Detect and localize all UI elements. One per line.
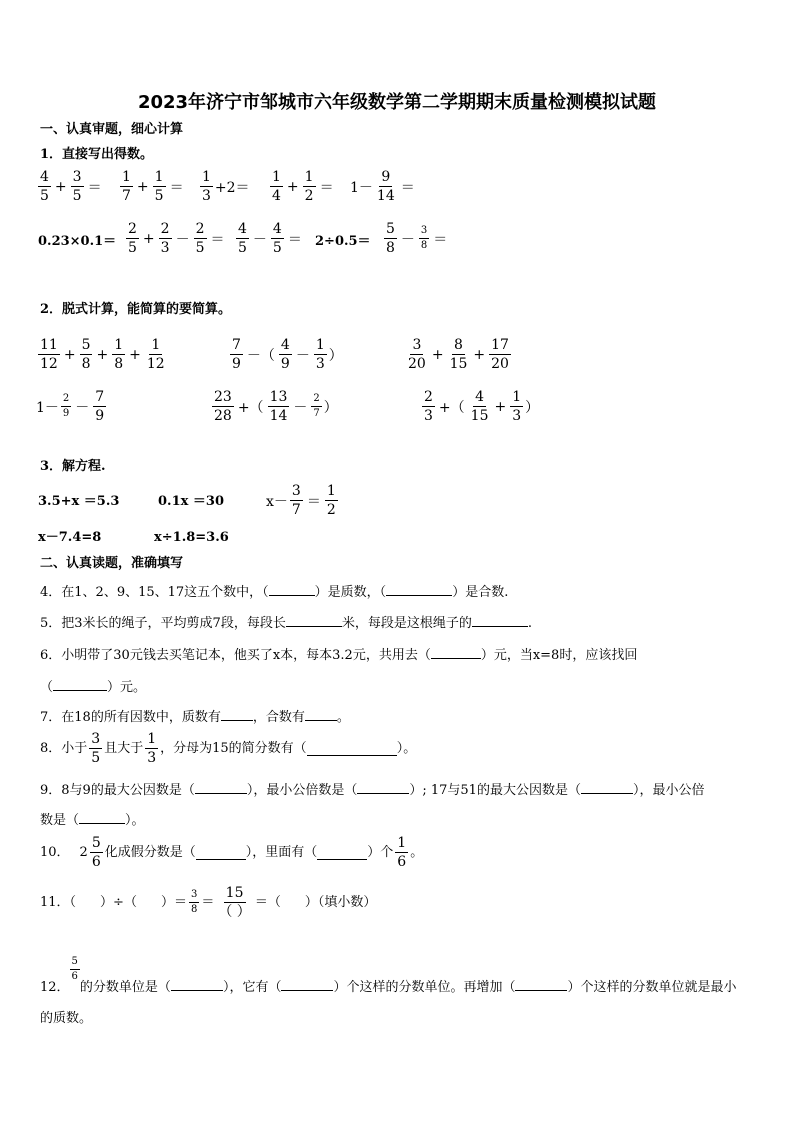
numerator: 1 — [114, 337, 124, 353]
answer-blank[interactable] — [281, 977, 333, 991]
numerator: 17 — [491, 337, 509, 353]
close-paren: ） — [525, 399, 540, 416]
numerator: 3 — [412, 337, 422, 353]
question-6-line-2 — [40, 677, 146, 697]
q3-label: 3．解方程. — [40, 459, 106, 474]
question-text: ）元，当x=8时，应该找回 — [480, 648, 638, 663]
equals: ＝ — [400, 179, 415, 196]
numerator: 3 — [189, 890, 199, 903]
answer-blank[interactable] — [386, 582, 452, 596]
denominator: 2 — [304, 188, 314, 204]
operator: － — [175, 231, 190, 248]
numerator: 2 — [160, 221, 170, 237]
section-heading-2: 二、认真读题，准确填写 — [40, 556, 184, 571]
operator: + — [129, 346, 141, 363]
numerator: 1 — [151, 337, 161, 353]
question-text: 数是（ — [40, 813, 80, 828]
denominator: 5 — [238, 240, 247, 256]
question-text: 6．小明带了30元钱去买笔记本，他买了x本，每本3.2元，共用去（ — [40, 648, 431, 663]
operator: + — [63, 346, 76, 363]
numerator: 2 — [311, 394, 321, 407]
question-text: ），它有（ — [222, 980, 282, 995]
denominator: 6 — [71, 971, 78, 982]
denominator: 5 — [40, 188, 49, 204]
question-text: ）; 17与51的最大公因数是（ — [409, 783, 581, 798]
denominator: 5 — [272, 240, 282, 256]
answer-blank[interactable] — [431, 645, 481, 659]
question-9-line-2 — [40, 810, 145, 830]
question-text: 11．（ — [40, 894, 77, 910]
answer-blank[interactable] — [305, 707, 337, 721]
q2-expr-3 — [404, 338, 513, 371]
q1-expr-3 — [198, 170, 250, 203]
q3-equation-5: x÷1.8=3.6 — [154, 530, 229, 545]
denominator: 3 — [202, 188, 211, 204]
numerator: 2 — [61, 394, 71, 407]
denominator: 5 — [154, 188, 164, 204]
numerator: 2 — [128, 221, 137, 237]
numerator: 4 — [280, 337, 290, 353]
question-text: 7．在18的所有因数中，质数有 — [40, 710, 221, 725]
denominator: 3 — [424, 408, 433, 424]
denominator: 20 — [408, 356, 426, 372]
q1-expr-10 — [382, 222, 449, 255]
denominator: 8 — [190, 904, 198, 915]
question-text: . — [527, 616, 532, 631]
equals: ＝ — [169, 179, 184, 196]
question-text: 8．小于 — [40, 740, 88, 756]
q1-expr-1 — [36, 170, 104, 203]
answer-blank[interactable] — [221, 707, 253, 721]
question-text: 10． — [40, 844, 70, 860]
question-text: ），最小公倍数是（ — [246, 783, 358, 798]
question-text: 4．在1、2、9、15、17这五个数中，（ — [40, 585, 269, 600]
question-text: ＝（ — [254, 894, 281, 910]
numerator: 1 — [397, 835, 407, 851]
operator: －（ — [246, 347, 275, 364]
operator: － — [75, 399, 90, 416]
denominator: 9 — [95, 408, 105, 424]
numerator: 1 — [326, 483, 336, 499]
operator: + — [54, 178, 67, 195]
answer-blank[interactable] — [515, 977, 567, 991]
denominator: 5 — [91, 750, 101, 766]
numerator: 3 — [72, 169, 82, 185]
question-11 — [40, 886, 376, 919]
equals: ＝ — [319, 179, 334, 196]
numerator: 3 — [419, 226, 429, 239]
denominator: 9 — [62, 408, 70, 419]
question-text: ）个这样的分数单位。再增加（ — [333, 980, 516, 995]
equals: ＝ — [210, 231, 225, 248]
expr-lead: 1－ — [350, 179, 373, 196]
question-text: ），最小公倍 — [632, 783, 705, 798]
q2-expr-1 — [36, 338, 169, 371]
answer-blank[interactable] — [269, 582, 315, 596]
numerator: 13 — [269, 389, 288, 405]
answer-blank[interactable] — [472, 613, 528, 627]
question-text: ）个 — [367, 844, 394, 860]
denominator: 2 — [326, 502, 336, 518]
denominator: 9 — [280, 356, 290, 372]
answer-blank[interactable] — [53, 677, 107, 691]
operator: + — [473, 346, 486, 363]
question-4 — [40, 582, 508, 602]
numerator: 3 — [291, 483, 301, 499]
q1-expr-5 — [350, 170, 417, 203]
denominator: 7 — [122, 188, 131, 204]
q2-label: 2．脱式计算，能简算的要简算。 — [40, 302, 232, 317]
denominator: 8 — [81, 356, 91, 372]
close-paren: ） — [323, 399, 338, 416]
q1-expr-9: 2÷0.5＝ — [315, 234, 371, 249]
numerator: 1 — [202, 169, 211, 185]
denominator: 5 — [128, 240, 137, 256]
operator: + — [286, 178, 299, 195]
question-10 — [40, 836, 423, 869]
question-8 — [40, 732, 416, 765]
operator: + — [431, 346, 444, 363]
question-text: ）。 — [396, 740, 417, 756]
q3-equation-1: 3.5+x ＝5.3 — [38, 494, 120, 509]
operator: － — [295, 347, 310, 364]
denominator: 9 — [232, 356, 241, 372]
denominator: 3 — [147, 750, 157, 766]
answer-blank[interactable] — [357, 780, 409, 794]
denominator: 8 — [386, 240, 395, 256]
question-text: ）个这样的分数单位就是最小 — [567, 980, 737, 995]
denominator: 28 — [214, 408, 232, 424]
numerator: 3 — [91, 731, 101, 747]
numerator: 5 — [81, 337, 91, 353]
mixed-whole: 2 — [79, 844, 88, 860]
answer-blank[interactable] — [79, 810, 125, 824]
denominator: 14 — [376, 188, 395, 204]
operator: +（ — [438, 399, 465, 416]
denominator: 20 — [491, 356, 509, 372]
numerator: 1 — [272, 169, 281, 185]
numerator: 23 — [214, 389, 232, 405]
q1-expr-2 — [118, 170, 186, 203]
numerator: 1 — [315, 337, 325, 353]
numerator: 4 — [272, 221, 282, 237]
q2-expr-5 — [210, 390, 338, 423]
answer-blank[interactable] — [317, 846, 367, 860]
numerator: 7 — [95, 389, 105, 405]
denominator: 3 — [315, 356, 325, 372]
question-text: 。 — [336, 710, 350, 725]
question-text: ）。 — [125, 813, 145, 828]
denominator: 5 — [72, 188, 82, 204]
numerator: 4 — [40, 169, 49, 185]
section-heading-1: 一、认真审题，细心计算 — [40, 122, 184, 137]
question-text: 且大于 — [104, 740, 144, 756]
equals: ＝ — [287, 231, 302, 248]
question-text: 米，每段是这根绳子的 — [341, 616, 472, 631]
q3-equation-2: 0.1x ＝30 — [158, 494, 224, 509]
question-12-line-1 — [40, 956, 737, 1000]
numerator: 5 — [91, 835, 101, 851]
denominator-blank[interactable]: （ ） — [218, 904, 251, 920]
operator: + — [136, 178, 149, 195]
denominator: 7 — [291, 502, 301, 518]
q1-label: 1．直接写出得数。 — [40, 147, 154, 162]
numerator: 15 — [225, 885, 244, 901]
operator: － — [400, 231, 415, 248]
numerator: 11 — [40, 337, 58, 353]
question-text: 5．把3米长的绳子，平均剪成7段，每段长 — [40, 616, 286, 631]
answer-blank[interactable] — [171, 977, 223, 991]
numerator: 1 — [147, 731, 157, 747]
q2-expr-2 — [228, 338, 343, 371]
q2-expr-4 — [36, 390, 108, 423]
question-6-line-1 — [40, 645, 637, 665]
numerator: 2 — [424, 389, 433, 405]
numerator: 8 — [454, 337, 463, 353]
numerator: 7 — [232, 337, 241, 353]
denominator: 12 — [146, 356, 165, 372]
answer-blank[interactable] — [196, 846, 246, 860]
numerator: 5 — [70, 957, 80, 970]
denominator: 6 — [397, 854, 407, 870]
answer-blank[interactable] — [195, 780, 247, 794]
question-text: ，合数有 — [252, 710, 305, 725]
question-text: ）元。 — [107, 680, 147, 695]
numerator: 1 — [122, 169, 131, 185]
question-5 — [40, 613, 532, 633]
expr-lead: x－ — [266, 493, 288, 510]
page-title: 2023年济宁市邹城市六年级数学第二学期期末质量检测模拟试题 — [137, 92, 657, 113]
question-text: ）＝ — [160, 894, 187, 910]
denominator: 15 — [470, 408, 489, 424]
answer-blank[interactable] — [286, 613, 342, 627]
question-text: ，分母为15的简分数有（ — [160, 740, 307, 756]
question-text: 的分数单位是（ — [79, 980, 171, 995]
question-text: ）（填小数） — [304, 894, 377, 910]
numerator: 5 — [386, 221, 395, 237]
question-text: ）是合数. — [452, 585, 509, 600]
operator: + — [96, 346, 109, 363]
question-7 — [40, 707, 350, 727]
numerator: 2 — [195, 221, 205, 237]
equals: ＝ — [87, 179, 102, 196]
denominator: 5 — [195, 240, 205, 256]
denominator: 6 — [91, 854, 101, 870]
question-text: ）是质数，（ — [314, 585, 387, 600]
question-text: （ — [40, 680, 54, 695]
equals: ＝ — [306, 493, 321, 510]
q1-expr-7 — [124, 222, 227, 255]
question-text: ）÷（ — [100, 894, 137, 910]
q1-expr-6: 0.23×0.1＝ — [38, 234, 117, 249]
question-text: 12． — [40, 980, 70, 995]
question-text: 。 — [410, 844, 424, 860]
question-text: ＝ — [201, 894, 215, 910]
operator: + — [142, 230, 155, 247]
question-text: ），里面有（ — [245, 844, 318, 860]
equals: ＝ — [433, 231, 448, 248]
expr-tail: +2＝ — [214, 179, 250, 196]
q3-equation-4: x－7.4=8 — [38, 530, 102, 545]
denominator: 8 — [114, 356, 124, 372]
q2-expr-6 — [420, 390, 539, 423]
numerator: 4 — [238, 221, 247, 237]
denominator: 3 — [512, 408, 522, 424]
operator: + — [494, 398, 507, 415]
numerator: 4 — [475, 389, 485, 405]
expr-lead: 1－ — [36, 399, 59, 416]
numerator: 1 — [154, 169, 164, 185]
denominator: 14 — [269, 408, 288, 424]
denominator: 12 — [40, 356, 58, 372]
denominator: 3 — [160, 240, 170, 256]
q3-equation-3 — [266, 484, 340, 517]
q1-expr-8 — [234, 222, 304, 255]
q1-expr-4 — [268, 170, 336, 203]
operator: － — [252, 231, 267, 248]
denominator: 8 — [420, 240, 428, 251]
numerator: 1 — [304, 169, 314, 185]
denominator: 7 — [313, 408, 320, 419]
answer-blank[interactable] — [581, 780, 633, 794]
denominator: 4 — [272, 188, 281, 204]
close-paren: ） — [328, 347, 343, 364]
numerator: 1 — [512, 389, 522, 405]
operator: － — [293, 399, 308, 416]
numerator: 9 — [381, 169, 391, 185]
question-12-line-2: 的质数。 — [40, 1011, 93, 1026]
question-text: 化成假分数是（ — [104, 844, 196, 860]
question-9-line-1 — [40, 780, 704, 800]
question-text: 9．8与9的最大公因数是（ — [40, 783, 195, 798]
denominator: 15 — [449, 356, 468, 372]
operator: +（ — [237, 399, 264, 416]
answer-blank[interactable] — [307, 742, 397, 756]
